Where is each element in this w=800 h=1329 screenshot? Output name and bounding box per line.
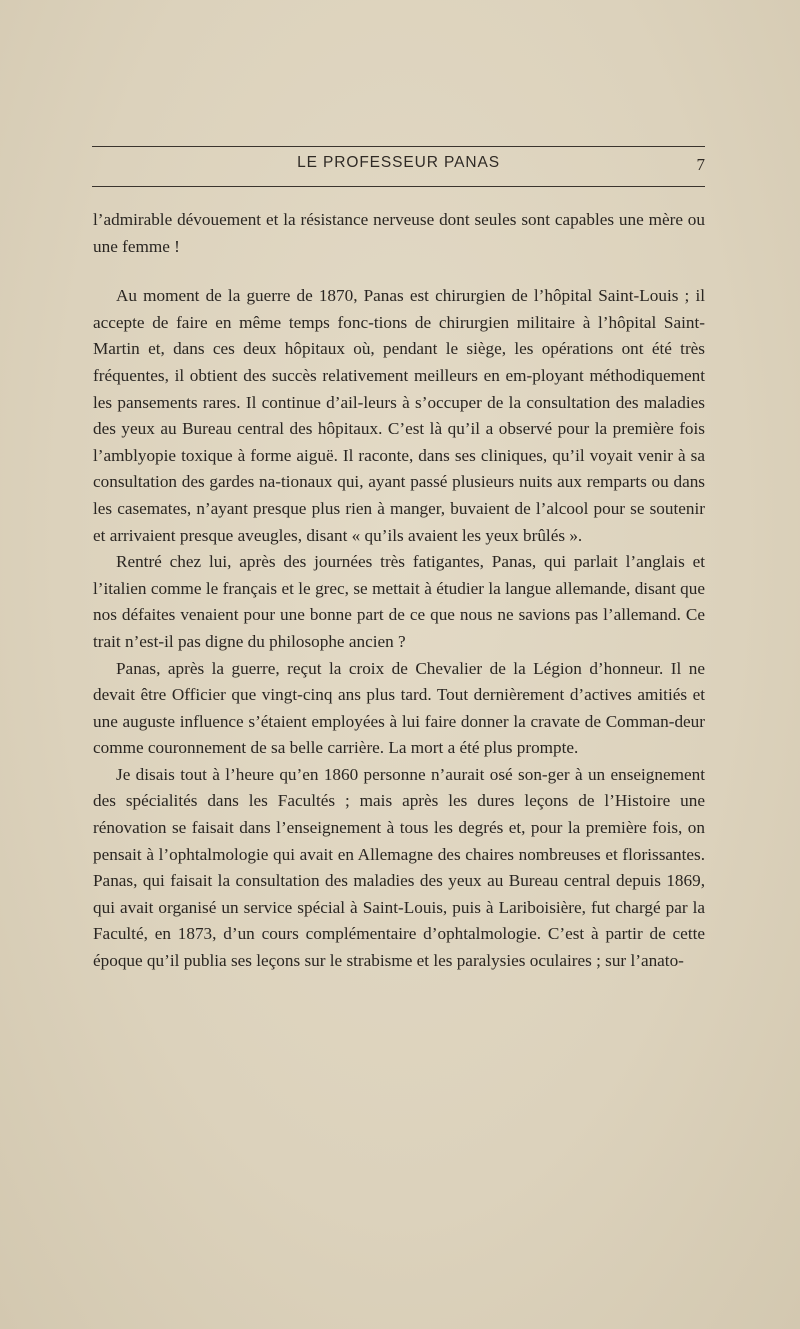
paragraph-ophthalmology-teaching: Je disais tout à l’heure qu’en 1860 personne n’aurait osé son-ger à un enseignement des spécialités dans les Facultés ; mais après les dures leçons de l’Histoire une rénovation se faisait dans l’enseignement à tous les degrés et, pour la première fois, on pensait à l’ophtalmologie qui avait en Allemagne des chaires nombreuses et florissantes. Panas, qui faisait la consultation des maladies des yeux au Bureau central depuis 1869, qui avait organisé un service spécial à Saint-Louis, puis à Lariboisière, fut chargé par la Faculté, en 1873, d’un cours complémentaire d’ophtalmologie. C’est à partir de cette époque qu’il publia ses leçons sur le strabisme et les paralysies oculaires ; sur l’anato- (93, 764, 705, 971)
paragraph-legion-honneur: Panas, après la guerre, reçut la croix de Chevalier de la Légion d’honneur. Il ne devait être Officier que vingt-cinq ans plus tard. Tout dernièrement d’actives amitiés et une auguste influence s’étaient employées à lui faire donner la cravate de Comman-deur comme couronnement de sa belle carrière. La mort a été plus prompte. (93, 658, 705, 758)
paragraph-continuation: l’admirable dévouement et la résistance nerveuse dont seules sont capables une mère ou une femme ! (93, 210, 705, 256)
header-rule-bottom (92, 186, 705, 187)
paragraph-german-study: Rentré chez lui, après des journées très fatigantes, Panas, qui parlait l’anglais et l’italien comme le français et le grec, se mettait à étudier la langue allemande, disant que nos défaites venaient pour une bonne part de ce que nous ne savions pas l’allemand. Ce trait n’est-il pas digne du philosophe ancien ? (93, 552, 705, 651)
running-title: LE PROFESSEUR PANAS (297, 154, 500, 171)
page-number: 7 (696, 155, 705, 174)
header-rule-top (92, 146, 705, 147)
paragraph-war-1870: Au moment de la guerre de 1870, Panas est chirurgien de l’hôpital Saint-Louis ; il accepte de faire en même temps fonc-tions de chirurgien militaire à l’hôpital Saint-Martin et, dans ces deux hôpitaux où, pendant le siège, les opérations ont été très fréquentes, il obtient des succès relativement meilleurs en em-ployant méthodiquement les pansements rares. Il continue d’ail-leurs à s’occuper de la consultation des maladies des yeux au Bureau central des hôpitaux. C’est là qu’il a observé pour la première fois l’amblyopie toxique à forme aiguë. Il raconte, dans ses cliniques, qu’il voyait venir à sa consultation des gardes na-tionaux qui, ayant passé plusieurs nuits aux remparts ou dans les casemates, n’ayant presque plus rien à manger, buvaient de l’alcool pour se soutenir et arrivaient presque aveugles, disant « qu’ils avaient les yeux brûlés ». (93, 286, 705, 545)
body-text (93, 207, 705, 975)
